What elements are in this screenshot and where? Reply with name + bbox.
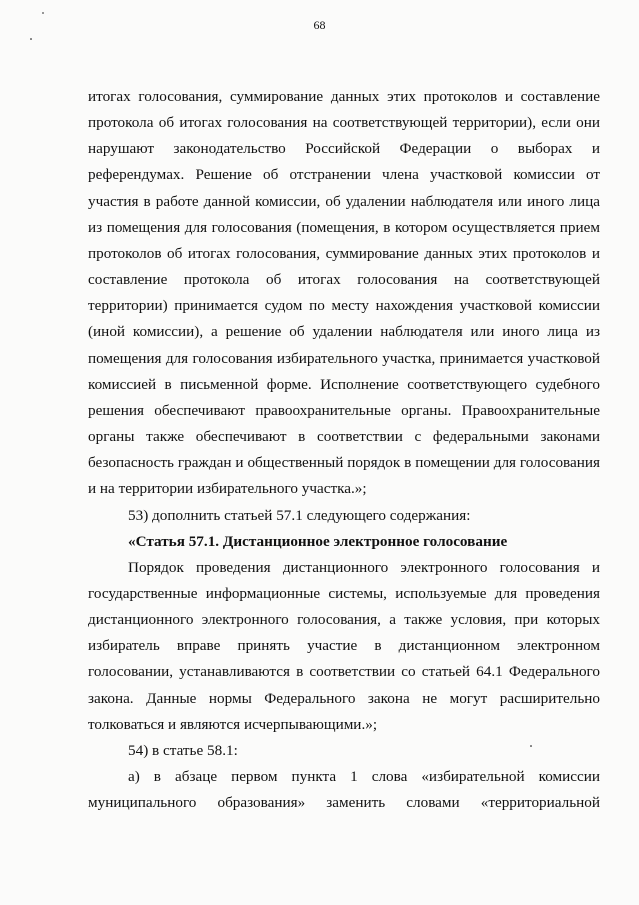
text-line: протокола об итогах голосования на соответствующей территории), если они [88,114,600,132]
text-line: референдумах. Решение об отстранении члена участковой комиссии от [88,166,600,184]
text-line: и на территории избирательного участка.»; [88,480,367,498]
text-line: муниципального образования» заменить словами «территориальной [88,794,600,812]
page-number: 68 [313,18,326,32]
document-body [88,84,600,816]
text-line: решения обеспечивают правоохранительные органы. Правоохранительные [88,401,600,419]
text-line: 54) в статье 58.1: [128,741,238,759]
text-line: участия в работе данной комиссии, об удалении наблюдателя или иного лица [88,192,600,210]
text-line: территории) принимается судом по месту нахождения участковой комиссии [88,297,600,315]
text-line: 53) дополнить статьей 57.1 следующего содержания: [128,506,471,524]
text-line: безопасность граждан и общественный порядок в помещении для голосования [88,454,600,472]
text-line: нарушают законодательство Российской Федерации о выборах и [88,140,600,158]
text-line: закона. Данные нормы Федерального закона не могут расширительно [88,689,600,707]
text-line: составление протокола об итогах голосования на соответствующей [88,271,600,289]
text-line: государственные информационные системы, используемые для проведения [88,584,600,602]
text-line: избиратель вправе принять участие в дистанционном электронном [88,637,600,655]
text-line: а) в абзаце первом пункта 1 слова «избирательной комиссии [128,768,600,786]
text-line: комиссией в письменной форме. Исполнение соответствующего судебного [88,375,600,393]
scan-speck [42,12,44,14]
text-line: (иной комиссии), а решение об удалении наблюдателя или иного лица из [88,323,600,341]
article-body [88,555,600,712]
paragraph-continuation-end [88,476,600,502]
text-line: толковаться и являются исчерпывающими.»; [88,715,378,733]
amendment-subitem-a [88,764,600,816]
text-line: итогах голосования, суммирование данных этих протоколов и составление [88,88,600,105]
text-line: дистанционного электронного голосования, а также условия, при которых [88,611,600,629]
text-line: протоколов об итогах голосования, суммирование данных этих протоколов и [88,244,600,262]
text-line: органы также обеспечивают в соответствии с федеральными законами [88,428,600,446]
text-line: помещения для голосования избирательного участка, принимается участковой [88,349,600,367]
amendment-item-54 [88,738,600,764]
scan-speck [30,38,32,40]
text-line: из помещения для голосования (помещения, в котором осуществляется прием [88,218,600,236]
article-body-end [88,712,600,738]
article-heading [88,529,600,555]
text-line: Порядок проведения дистанционного электронного голосования и [128,558,600,576]
text-line: «Статья 57.1. Дистанционное электронное голосование [128,532,508,550]
text-line: голосовании, устанавливаются в соответствии со статьей 64.1 Федерального [88,663,600,681]
amendment-item-53 [88,503,600,529]
paragraph-continuation [88,84,600,476]
